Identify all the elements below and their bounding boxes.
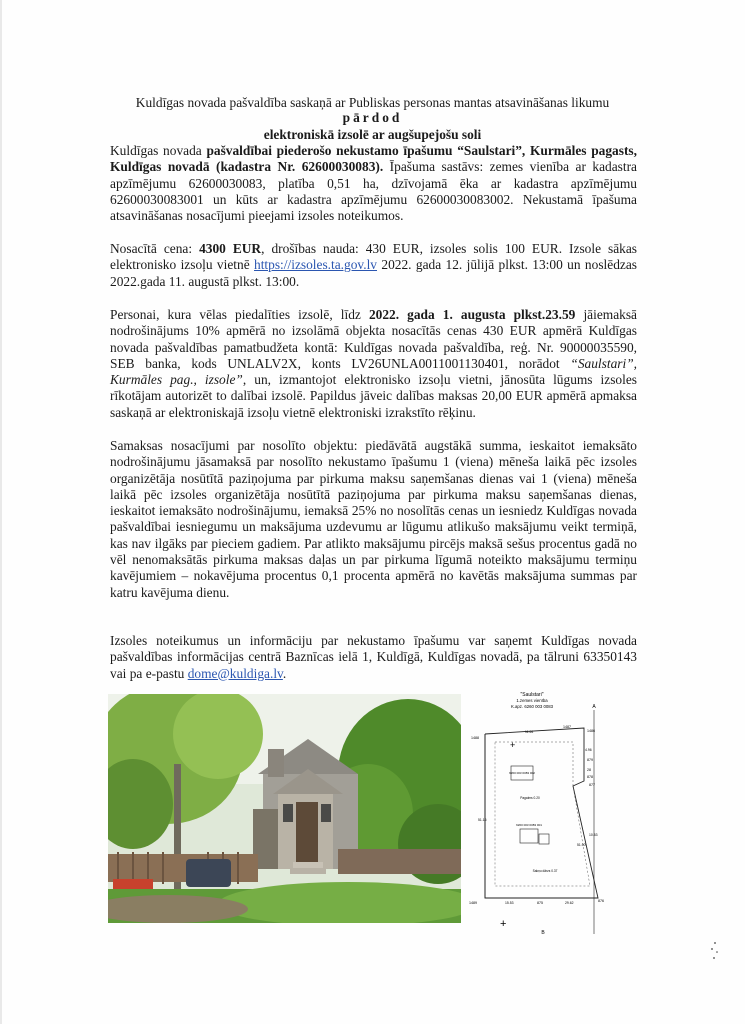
point-879: 879 <box>587 758 593 762</box>
p3-text-d: , un, izmantojot elektronisko izsoļu vietni, jānosūta lūgums izsoles rīkotājam autorizēt to dalībai izsolē. Papildus jāveic dalības maksas 20,00 EUR apmērā apmaksa saskaņā ar elektroniskajā izsoļu vietnē elektroniski izrakstīto rēķinu. <box>110 372 637 420</box>
p5-text-b: . <box>282 665 287 681</box>
point-1487: 1487 <box>563 725 571 729</box>
p2-price: 4300 EUR <box>199 241 262 256</box>
header-line-3: elektroniskā izsolē ar augšupejošu soli <box>263 127 482 142</box>
plan-subtitle-1: 1.zemes vienība <box>516 698 548 703</box>
dim-4: 10.53 <box>589 833 598 837</box>
p3-text-c: jāiemaksā nodrošinājums 10% apmērā no izsolāmā objekta nosacītās cenas 430 EUR apmērā Kuldīgas novada pašvaldības pamatbudžeta kontā: Kuldīgas novada pašvaldība, reģ. Nr. 90000035590, SEB banka, kods UNLALV2X, konts LV26UNLA0011001130401, norādot <box>110 307 637 371</box>
point-28: 28 <box>587 768 591 772</box>
point-876: 876 <box>598 899 604 903</box>
plan-subtitle-2: K.apz. 6260 003 0083 <box>510 704 554 709</box>
p2-text-c: , drošības nauda: 430 EUR, izsoles solis 100 EUR. Izsole sākas elektronisko izsoļu vietnē <box>110 241 638 273</box>
scan-speckles <box>708 940 722 962</box>
plan-south-label: B <box>541 930 545 936</box>
cadastral-plan <box>465 686 605 936</box>
point-1488: 1488 <box>471 736 479 740</box>
p1-property-name: pašvaldībai piederošo nekustamo īpašumu “Saulstari”, Kurmāles pagasts, Kuldīgas novadā (kadastra Nr. 62600030083). <box>110 143 637 175</box>
point-1486: 1486 <box>587 729 595 733</box>
property-photo <box>108 694 461 923</box>
house-photo-illustration <box>108 694 461 923</box>
point-877: 877 <box>589 783 595 787</box>
area-2-label: Sakņu dārzs 0.37 <box>532 869 558 873</box>
plan-title: "Saulstari" <box>520 692 544 698</box>
p1-text-a: Kuldīgas novada <box>110 143 207 158</box>
dim-6: 29.62 <box>565 901 574 905</box>
p1-text-c: Īpašuma sastāvs: zemes vienība ar kadastra apzīmējumu 62600030083, platība 0,51 ha, dzīvojamā ēka ar kadastra apzīmējumu 62600030083001 un kūts ar kadastra apzīmējumu 62600030083002. Nekustamā īpašuma atsavināšanas nosacījumi pieejami izsoles noteikumos. <box>110 159 637 224</box>
building-1-label: 6260 003 0083 002 <box>509 771 535 775</box>
property-paragraph <box>110 143 637 224</box>
point-1489: 1489 <box>469 901 477 905</box>
building-2-label: 6260 003 0083 001 <box>516 823 542 827</box>
header-line-2: pārdod <box>342 110 403 125</box>
header-line-1: Kuldīgas novada pašvaldība saskaņā ar Publiskas personas mantas atsavināšanas likumu <box>135 95 610 110</box>
registration-paragraph <box>110 307 637 421</box>
auction-site-link[interactable]: https://izsoles.ta.gov.lv <box>254 257 378 273</box>
dim-3: 51.16 <box>478 818 487 822</box>
dim-7: 51.00 <box>577 843 586 847</box>
svg-text:+: + <box>500 918 507 930</box>
cadastral-plan-drawing <box>465 686 605 936</box>
p2-text-a: Nosacītā cena: <box>110 241 200 256</box>
plan-north-label: A <box>592 704 596 710</box>
payment-terms-paragraph: Samaksas nosacījumi par nosolīto objektu: piedāvātā augstākā summa, ieskaitot iemaksāto nodrošinājumu jāsamaksā par nosolīto nekustamo īpašumu 1 (viena) mēneša laikā pēc izsoles organizētāja nosūtītā paziņojuma par pirkuma maksu saņemšanas dienas vai 1 (viena) mēneša laikā pēc izsoles organizētāja nosūtītā paziņojuma par pirkuma maksu saņemšanas dienas, ieskaitot iemaksāto nodrošinājumu, iemaksā 25% no nosolītās cenas un iesniedz Kuldīgas novada pašvaldībai iesniegumu un maksājuma uzdevumu ar lūgumu atlikušo maksājumu veikt termiņā, kas nav ilgāks par pieciem gadiem. Par atlikto maksājumu pircējs maksā sešus procentus gadā no vēl nenomaksātās pirkuma maksas daļas un par pirkuma līgumā noteikto maksājumu termiņu kavējumiem – nokavējuma procentus 0,1 procenta apmērā no kavētās maksājuma summas par katru kavējuma dienu. <box>110 438 637 600</box>
p5-text-a: Izsoles noteikumus un informāciju par nekustamo īpašumu var saņemt Kuldīgas novada pašvaldības informācijas centrā Baznīcas ielā 1, Kuldīgā, Kuldīgas novadā, pa tālruni 63350143 vai pa e-pastu <box>110 633 637 681</box>
building-2 <box>520 829 538 843</box>
dim-2: 4.96 <box>585 748 592 752</box>
p3-payment-reference: “Saulstari”, Kurmāles pag., izsole” <box>110 355 637 388</box>
point-878: 878 <box>587 775 593 779</box>
p2-text-d: 2022. gada 12. jūlijā plkst. 13:00 un noslēdzas 2022.gada 11. augustā plkst. 13:00. <box>110 257 637 289</box>
contact-paragraph <box>110 633 637 682</box>
dim-5: 15.53 <box>505 901 514 905</box>
point-875: 875 <box>537 901 543 905</box>
email-link[interactable]: dome@kuldiga.lv <box>187 665 283 681</box>
p3-deadline: 2022. gada 1. augusta plkst.23.59 <box>368 307 576 322</box>
p3-text-a: Personai, kura vēlas piedalīties izsolē, līdz <box>110 307 369 322</box>
area-1-label: Pagalms 0.20 <box>520 796 540 800</box>
dim-1: 11.64 <box>525 730 534 734</box>
svg-text:+: + <box>510 740 516 750</box>
price-paragraph <box>110 241 637 290</box>
